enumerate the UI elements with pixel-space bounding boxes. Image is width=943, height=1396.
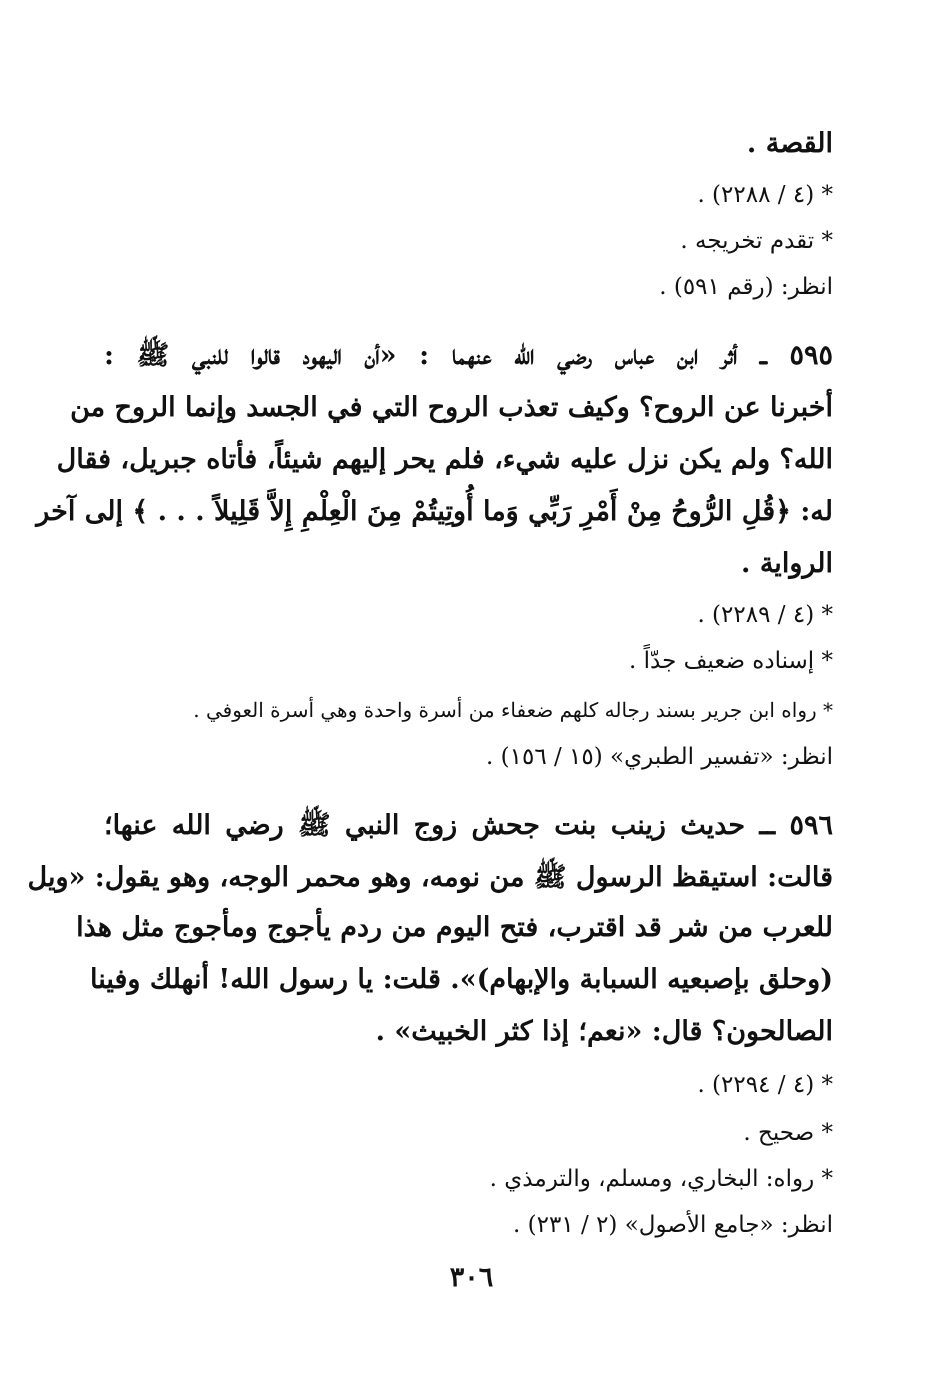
entry-595-line: الله؟ ولم يكن نزل عليه شيء، فلم يحر إليهم شيئاً، فأتاه جبريل، فقال xyxy=(56,444,833,475)
entry-595-line: أخبرنا عن الروح؟ وكيف تعذب الروح التي في الجسد وإنما الروح من xyxy=(70,392,833,423)
story-end-line: القصة . xyxy=(746,128,833,159)
takhrij-note: * تقدم تخريجه . xyxy=(680,228,833,254)
page-number: ٣٠٦ xyxy=(449,1262,494,1293)
entry-596-reference: * (٤ / ٢٢٩٤) . xyxy=(697,1072,833,1098)
entry-595-line: ٥٩٥ ــ أثر ابن عباس رضي الله عنهما : «أن اليهود قالوا للنبي ﷺ : xyxy=(104,340,833,371)
see-also-line: انظر: (رقم ٥٩١) . xyxy=(659,274,833,300)
entry-596-narration: * رواه: البخاري، ومسلم، والترمذي . xyxy=(489,1166,833,1192)
entry-595-source: انظر: «تفسير الطبري» (١٥ / ١٥٦) . xyxy=(486,744,833,770)
entry-595-reference: * (٤ / ٢٢٨٩) . xyxy=(697,602,833,628)
reference-line: * (٤ / ٢٢٨٨) . xyxy=(697,182,833,208)
entry-595-grading: * إسناده ضعيف جدّاً . xyxy=(628,648,833,674)
entry-595-line: الرواية . xyxy=(741,548,833,579)
entry-596-line: الصالحون؟ قال: «نعم؛ إذا كثر الخبيث» . xyxy=(375,1016,833,1047)
entry-596-grading: * صحيح . xyxy=(743,1120,833,1146)
entry-596-line: (وحلق بإصبعيه السبابة والإبهام)». قلت: يا رسول الله! أنهلك وفينا xyxy=(89,964,833,995)
entry-596-source: انظر: «جامع الأصول» (٢ / ٢٣١) . xyxy=(513,1212,833,1238)
entry-596-line: قالت: استيقظ الرسول ﷺ من نومه، وهو محمر الوجه، وهو يقول: «ويل xyxy=(27,862,833,893)
entry-596-line: للعرب من شر قد اقترب، فتح اليوم من ردم يأجوج ومأجوج مثل هذا xyxy=(76,912,833,943)
entry-595-line: له: ﴿قُلِ الرُّوحُ مِنْ أَمْرِ رَبِّي وَما أُوتِيتُمْ مِنَ الْعِلْمِ إِلاَّ قَلِيلاً . . . ﴾ إلى آخر xyxy=(36,496,833,527)
entry-596-line: ٥٩٦ ــ حديث زينب بنت جحش زوج النبي ﷺ رضي الله عنها؛ xyxy=(104,810,833,841)
entry-595-narration: * رواه ابن جرير بسند رجاله كلهم ضعفاء من أسرة واحدة وهي أسرة العوفي . xyxy=(193,698,833,722)
